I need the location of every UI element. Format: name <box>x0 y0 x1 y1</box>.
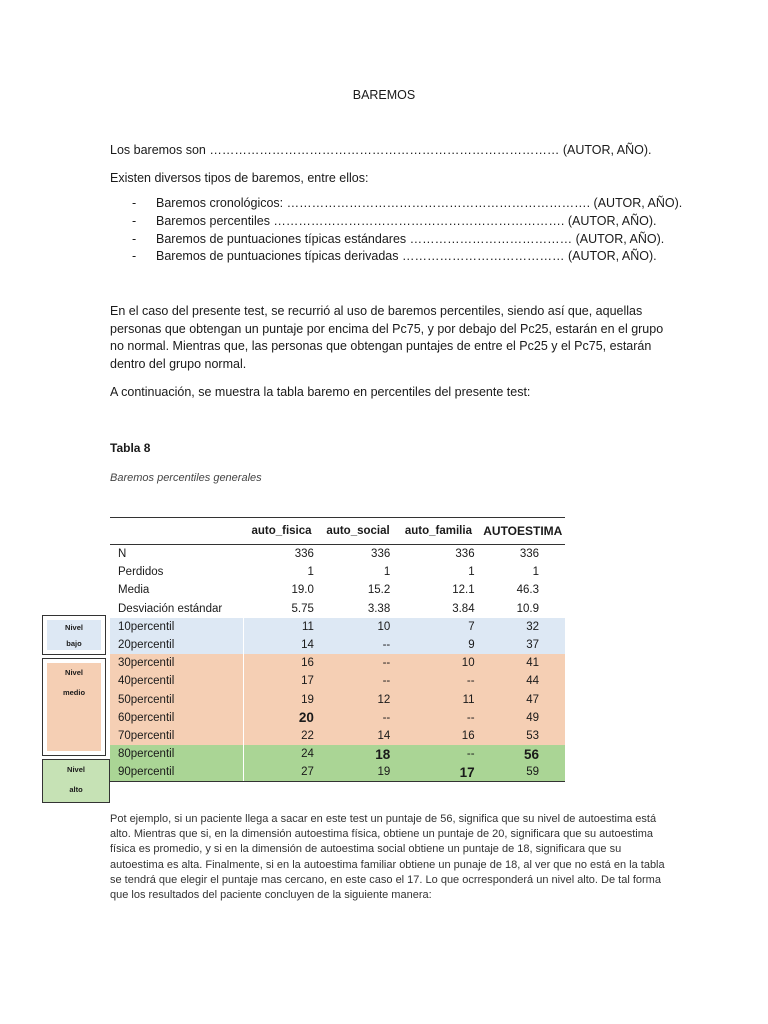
cell: 1 <box>532 566 539 579</box>
cell: 59 <box>481 763 565 782</box>
bullet-item: - Baremos cronológicos: ………………………………………………………………. (AUTOR, AÑO). <box>132 196 683 210</box>
cell: 22 <box>243 727 320 745</box>
cell-highlight: 56 <box>481 745 565 763</box>
legend-alto-line1: Nivel <box>67 765 85 774</box>
cell: 11 <box>396 691 480 709</box>
cell: 336 <box>294 548 314 561</box>
cell: 53 <box>481 727 565 745</box>
table-row-nivel-medio <box>110 654 565 672</box>
cell: 16 <box>243 654 320 672</box>
header-auto-familia: auto_familia <box>396 518 480 545</box>
table-header-row <box>110 518 565 545</box>
cell: 7 <box>396 618 480 636</box>
cell-highlight: 17 <box>396 763 480 782</box>
legend-nivel-alto <box>42 759 110 803</box>
cell: 12.1 <box>452 584 475 597</box>
explanation-paragraph: En el caso del presente test, se recurrió al uso de baremos percentiles, siendo así que, aquellas personas que obtengan un puntaje por encima del Pc75, y por debajo del Pc25, estarán en el grupo no normal. Mientras que, las personas que obtengan puntajes de entre el Pc25 y el Pc75, estarán dentro del grupo normal. <box>110 304 664 371</box>
cell: 16 <box>396 727 480 745</box>
legend-alto-line2: alto <box>69 785 83 794</box>
table-row-nivel-bajo <box>110 636 565 654</box>
cell: 32 <box>481 618 565 636</box>
cell: 336 <box>519 548 539 561</box>
table-row-nivel-medio <box>110 727 565 745</box>
legend-medio-line2: medio <box>62 688 86 697</box>
row-label: 30percentil <box>110 654 243 672</box>
footer-paragraph: Pot ejemplo, si un paciente llega a sacar en este test un puntaje de 56, significa que su nivel de autoestima está alto. Mientras que si, en la dimensión autoestima física, obtiene un puntaje de 20, significara que su autoestima física es promedio, y si en la dimensión de autoestima social obtiene un puntaje de 18, significara que su autoestima es alta. Finalmente, si en la autoestima familiar obtiene un punaje de 18, al ver que no está en la tabla se tendrá que elegir el puntaje mas cercano, en este caso el 17. Lo que ocrresponderá un nivel alto. De tal forma que los resultados del paciente concluyen de la siguiente manera: <box>110 813 665 902</box>
cell: 19.0 <box>291 584 314 597</box>
cell: -- <box>396 709 480 727</box>
table-row-nivel-bajo <box>110 618 565 636</box>
cell: 10 <box>320 618 396 636</box>
cell: 24 <box>243 745 320 763</box>
cell: 17 <box>243 672 320 690</box>
header-auto-fisica: auto_fisica <box>243 518 320 545</box>
cell: -- <box>320 672 396 690</box>
cell: 19 <box>320 763 396 782</box>
cell: 46.3 <box>516 584 539 597</box>
table-row <box>110 545 565 564</box>
table-row <box>110 600 565 618</box>
page-title: BAREMOS <box>352 88 416 102</box>
cell: 49 <box>481 709 565 727</box>
table-row-nivel-alto <box>110 763 565 782</box>
legend-medio-line1: Nivel <box>65 668 83 677</box>
row-label: Desviación estándar <box>118 602 223 615</box>
cell: 14 <box>243 636 320 654</box>
table-row-nivel-alto <box>110 745 565 763</box>
cell: 10 <box>396 654 480 672</box>
table-caption: Baremos percentiles generales <box>110 472 262 484</box>
cell: 1 <box>383 566 391 579</box>
cell: 14 <box>320 727 396 745</box>
cell: 44 <box>481 672 565 690</box>
cell: -- <box>396 745 480 763</box>
cell: 47 <box>481 691 565 709</box>
cell: 336 <box>371 548 391 561</box>
cell: 9 <box>396 636 480 654</box>
row-label: 90percentil <box>110 763 243 782</box>
table-row-nivel-medio <box>110 709 565 727</box>
intro-text: Los baremos son ………………………………………………………………………… (AUTOR, AÑO). <box>110 143 652 157</box>
bullet-item: - Baremos de puntuaciones típicas estándares ………………………………… (AUTOR, AÑO). <box>132 232 665 246</box>
header-autoestima: AUTOESTIMA <box>481 518 565 545</box>
cell: -- <box>320 654 396 672</box>
cell: 336 <box>455 548 475 561</box>
baremos-table <box>110 517 565 782</box>
cell: -- <box>320 636 396 654</box>
table-row-nivel-medio <box>110 691 565 709</box>
bullet-item: - Baremos de puntuaciones típicas derivadas ………………………………… (AUTOR, AÑO). <box>132 249 657 263</box>
types-intro: Existen diversos tipos de baremos, entre ellos: <box>110 171 369 185</box>
header-auto-social: auto_social <box>320 518 396 545</box>
cell: 12 <box>320 691 396 709</box>
cell: 15.2 <box>367 584 391 597</box>
row-label: 50percentil <box>110 691 243 709</box>
cell: -- <box>320 709 396 727</box>
row-label: 80percentil <box>110 745 243 763</box>
cell: 1 <box>468 566 475 579</box>
cell: 5.75 <box>291 602 314 615</box>
legend-bajo-line1: Nivel <box>65 623 83 632</box>
cell-highlight: 20 <box>243 709 320 727</box>
cell: 19 <box>243 691 320 709</box>
legend-nivel-bajo <box>42 615 106 655</box>
legend-nivel-medio <box>42 658 106 756</box>
row-label: N <box>118 548 127 561</box>
row-label: 40percentil <box>110 672 243 690</box>
table-label: Tabla 8 <box>110 441 151 455</box>
header-empty <box>110 518 243 545</box>
table-row-nivel-medio <box>110 672 565 690</box>
row-label: Media <box>118 584 150 597</box>
row-label: 60percentil <box>110 709 243 727</box>
cell: 41 <box>481 654 565 672</box>
bullet-item: - Baremos percentiles ……………………………………………………………. (AUTOR, AÑO). <box>132 214 657 228</box>
row-label: 20percentil <box>110 636 243 654</box>
cell: 27 <box>243 763 320 782</box>
cell: 10.9 <box>516 602 539 615</box>
table-row <box>110 581 565 599</box>
cell: 1 <box>307 566 314 579</box>
cell: -- <box>396 672 480 690</box>
cell-highlight: 18 <box>320 745 396 763</box>
cell: 37 <box>481 636 565 654</box>
row-label: 10percentil <box>110 618 243 636</box>
cell: 3.84 <box>452 602 475 615</box>
continuation-text: A continuación, se muestra la tabla baremo en percentiles del presente test: <box>110 385 531 399</box>
table-row <box>110 563 565 581</box>
cell: 3.38 <box>367 602 391 615</box>
cell: 11 <box>243 618 320 636</box>
row-label: 70percentil <box>110 727 243 745</box>
legend-bajo-line2: bajo <box>66 639 82 648</box>
row-label: Perdidos <box>118 566 164 579</box>
